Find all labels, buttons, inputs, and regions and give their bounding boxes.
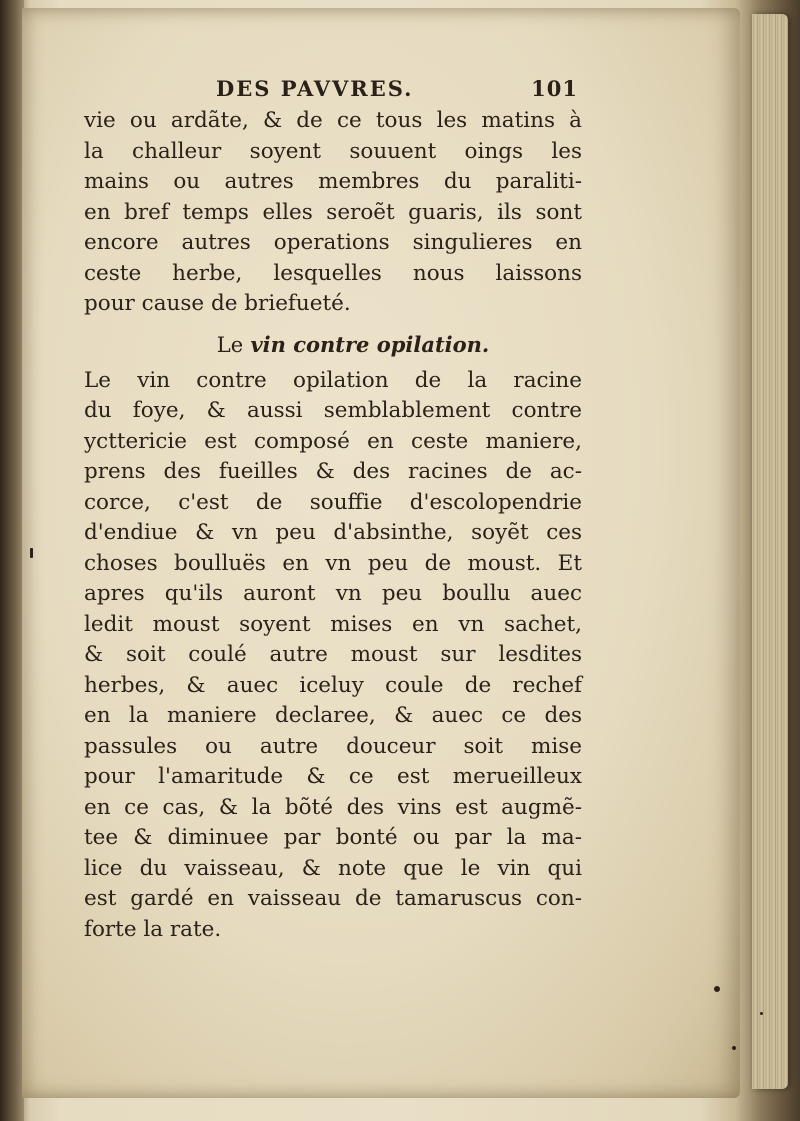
text-line: ceste herbe, lesquelles nous laissons	[84, 260, 582, 286]
text-line: est gardé en vaisseau de tamaruscus con-	[84, 886, 582, 911]
ink-speck	[760, 1012, 763, 1015]
paragraph-2	[84, 366, 582, 946]
text-line: tee & diminuee par bonté ou par la ma-	[84, 825, 582, 850]
text-line: encore autres operations singulieres en	[84, 230, 582, 255]
text-line: vie ou ardãte, & de ce tous les matins à	[84, 108, 582, 133]
text-line: du foye, & aussi semblablement contre	[84, 398, 582, 423]
running-head: DES PAVVRES.	[216, 76, 414, 101]
text-line: ycttericie est composé en ceste maniere,	[84, 428, 582, 454]
text-line: pour l'amaritude & ce est merueilleux	[84, 764, 582, 789]
page-text	[84, 76, 582, 945]
text-line: en la maniere declaree, & auec ce des	[84, 703, 582, 728]
text-line: la challeur soyent souuent oings les	[84, 138, 582, 164]
text-line: en bref temps elles seroẽt guaris, ils sont	[84, 199, 582, 225]
text-line: passules ou autre douceur soit mise	[84, 733, 582, 759]
text-line: lice du vaisseau, & note que le vin qui	[84, 855, 582, 881]
text-line: d'endiue & vn peu d'absinthe, soyẽt ces	[84, 520, 582, 545]
page-edges	[752, 14, 788, 1089]
page-header	[84, 76, 582, 106]
ink-speck	[30, 548, 33, 558]
text-line: apres qu'ils auront vn peu boullu auec	[84, 581, 582, 606]
text-line: en ce cas, & la bõté des vins est augmẽ-	[84, 794, 582, 820]
section-title	[84, 328, 582, 362]
text-line: corce, c'est de souffie d'escolopendrie	[84, 489, 582, 515]
text-line: pour cause de briefueté.	[84, 291, 351, 316]
text-line: prens des fueilles & des racines de ac-	[84, 459, 582, 484]
paragraph-1	[84, 106, 582, 320]
book-gutter	[0, 0, 24, 1121]
text-line: forte la rate.	[84, 916, 222, 942]
section-title-rest: vin contre opilation.	[250, 331, 490, 357]
text-line: Le vin contre opilation de la racine	[84, 367, 582, 393]
text-line: mains ou autres membres du paraliti-	[84, 169, 582, 194]
text-line: choses boulluës en vn peu de moust. Et	[84, 550, 582, 576]
ink-speck	[714, 986, 720, 992]
section-title-lead: Le	[216, 332, 244, 357]
text-line: & soit coulé autre moust sur lesdites	[84, 642, 582, 667]
page-number: 101	[531, 76, 578, 101]
text-line: ledit moust soyent mises en vn sachet,	[84, 611, 582, 637]
ink-speck	[732, 1046, 736, 1050]
text-line: herbes, & auec iceluy coule de rechef	[84, 672, 582, 698]
